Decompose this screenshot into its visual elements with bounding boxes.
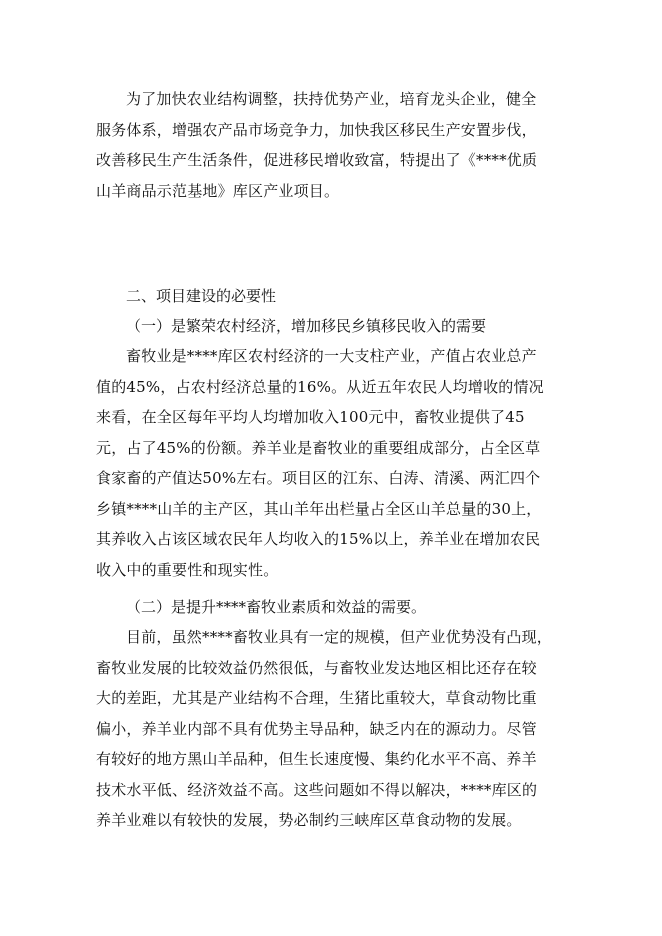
intro-line-4: 山羊商品示范基地》库区产业项目。 (96, 181, 340, 200)
subsection-2-title: （二）是提升****畜牧业素质和效益的需要。 (126, 598, 427, 616)
sub2-line-7: 养羊业难以有较快的发展，势必制约三峡库区草食动物的发展。 (96, 811, 522, 829)
sub2-line-1: 目前，虽然****畜牧业具有一定的规模，但产业优势没有凸现， (126, 628, 553, 646)
section-title: 二、项目建设的必要性 (126, 287, 277, 305)
sub2-line-4: 偏小，养羊业内部不具有优势主导品种，缺乏内在的源动力。尽管 (96, 719, 537, 738)
sub1-line-1: 畜牧业是****库区农村经济的一大支柱产业，产值占农业总产 (126, 347, 537, 365)
intro-line-3: 改善移民生产生活条件，促进移民增收致富，特提出了《****优质 (96, 151, 538, 169)
sub1-line-7: 其养收入占该区域农民年人均收入的15%以上，养羊业在增加农民 (96, 530, 541, 548)
sub1-line-4: 元，占了45%的份额。养羊业是畜牧业的重要组成部分，占全区草 (96, 438, 541, 457)
intro-line-1: 为了加快农业结构调整，扶持优势产业，培育龙头企业，健全 (126, 90, 537, 108)
sub2-line-6: 技术水平低、经济效益不高。这些问题如不得以解决，****库区的 (96, 780, 538, 799)
subsection-2-body (96, 622, 576, 836)
subsection-1-title: （一）是繁荣农村经济，增加移民乡镇移民收入的需要 (126, 317, 487, 335)
sub2-line-3: 大的差距，尤其是产业结构不合理，生猪比重较大，草食动物比重 (96, 689, 537, 707)
sub1-line-3: 来看，在全区每年平均人均增加收入100元中，畜牧业提供了45 (96, 408, 525, 426)
sub1-line-8: 收入中的重要性和现实性。 (96, 560, 279, 579)
sub1-line-5: 食家畜的产值达50%左右。项目区的江东、白涛、清溪、两汇四个 (96, 469, 541, 487)
sub2-line-2: 畜牧业发展的比较效益仍然很低，与畜牧业发达地区相比还存在较 (96, 658, 537, 677)
intro-paragraph (96, 84, 576, 206)
intro-line-2: 服务体系，增强农产品市场竞争力，加快我区移民生产安置步伐， (96, 120, 537, 139)
sub2-line-5: 有较好的地方黑山羊品种，但生长速度慢、集约化水平不高、养羊 (96, 750, 537, 768)
sub1-line-2: 值的45%，占农村经济总量的16%。从近五年农民人均增收的情况 (96, 377, 544, 396)
sub1-line-6: 乡镇****山羊的主产区，其山羊年出栏量占全区山羊总量的30上， (96, 499, 542, 518)
subsection-1-body (96, 341, 576, 585)
